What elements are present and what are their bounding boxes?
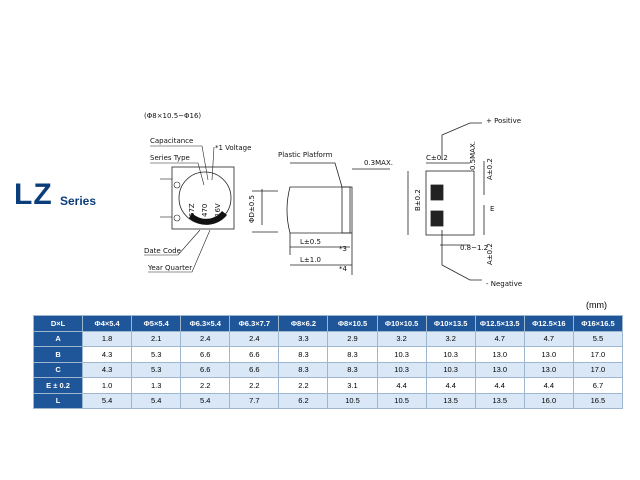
table-row <box>34 347 623 363</box>
column-header: Φ16×16.5 <box>573 316 622 332</box>
row-header: C <box>34 362 83 378</box>
table-header-row <box>34 316 623 332</box>
table-cell: 1.0 <box>83 378 132 394</box>
table-cell: 5.5 <box>573 331 622 347</box>
date-code-label: Date Code <box>144 247 181 255</box>
table-cell: 5.3 <box>132 362 181 378</box>
table-cell: 13.0 <box>524 362 573 378</box>
table-cell: 13.0 <box>475 362 524 378</box>
note-3: *3 <box>339 245 347 253</box>
table-cell: 10.5 <box>328 393 377 409</box>
table-cell: 6.6 <box>230 362 279 378</box>
dim-05max: 0.5MAX. <box>469 141 477 170</box>
length-dim-10: L±1.0 <box>300 256 321 264</box>
row-header: L <box>34 393 83 409</box>
table-cell: 4.4 <box>524 378 573 394</box>
table-cell: 1.3 <box>132 378 181 394</box>
table-cell: 13.5 <box>475 393 524 409</box>
row-header: E ± 0.2 <box>34 378 83 394</box>
year-quarter-label: Year Quarter <box>148 264 193 272</box>
table-cell: 10.3 <box>377 362 426 378</box>
table-cell: 2.2 <box>181 378 230 394</box>
table-cell: 6.6 <box>181 347 230 363</box>
column-header: Φ10×13.5 <box>426 316 475 332</box>
table-cell: 8.3 <box>328 362 377 378</box>
row-header: A <box>34 331 83 347</box>
table-cell: 3.2 <box>377 331 426 347</box>
dim-e: E <box>490 205 495 213</box>
table-cell: 5.4 <box>83 393 132 409</box>
column-header: Φ10×10.5 <box>377 316 426 332</box>
side-view <box>252 163 390 275</box>
series-type-label: Series Type <box>150 154 190 162</box>
table-cell: 17.0 <box>573 347 622 363</box>
table-cell: 4.3 <box>83 362 132 378</box>
length-dim-05: L±0.5 <box>300 238 321 246</box>
table-cell: 5.3 <box>132 347 181 363</box>
table-cell: 10.3 <box>426 362 475 378</box>
table-cell: 5.4 <box>181 393 230 409</box>
table-cell: 2.1 <box>132 331 181 347</box>
column-header: Φ8×10.5 <box>328 316 377 332</box>
unit-label: (mm) <box>586 300 607 310</box>
dim-c: C±0.2 <box>426 154 448 162</box>
table-cell: 16.5 <box>573 393 622 409</box>
column-header: Φ8×6.2 <box>279 316 328 332</box>
platform-dim: 0.3MAX. <box>364 159 393 167</box>
table-row <box>34 331 623 347</box>
table-cell: 2.4 <box>181 331 230 347</box>
table-row <box>34 378 623 394</box>
positive-label: + Positive <box>486 117 522 125</box>
note-4: *4 <box>339 265 347 273</box>
size-range-label: (Φ8×10.5~Φ16) <box>144 112 202 120</box>
table-cell: 6.2 <box>279 393 328 409</box>
table-cell: 17.0 <box>573 362 622 378</box>
table-cell: 6.7 <box>573 378 622 394</box>
diameter-dim: ΦD±0.5 <box>248 195 256 223</box>
table-cell: 13.5 <box>426 393 475 409</box>
table-cell: 2.4 <box>230 331 279 347</box>
table-cell: 2.2 <box>279 378 328 394</box>
dim-a-bottom: A±0.2 <box>486 243 494 265</box>
table-cell: 4.4 <box>475 378 524 394</box>
table-cell: 6.6 <box>181 362 230 378</box>
column-header: Φ6.3×5.4 <box>181 316 230 332</box>
dim-a-top: A±0.2 <box>486 158 494 180</box>
table-cell: 10.3 <box>377 347 426 363</box>
table-cell: 4.7 <box>524 331 573 347</box>
table-cell: 4.3 <box>83 347 132 363</box>
table-cell: 1.8 <box>83 331 132 347</box>
table-cell: 5.4 <box>132 393 181 409</box>
dim-b: B±0.2 <box>414 189 422 211</box>
table-cell: 16.0 <box>524 393 573 409</box>
table-cell: 3.1 <box>328 378 377 394</box>
marking-capacitance: 470 <box>201 203 209 217</box>
table-cell: 6.6 <box>230 347 279 363</box>
column-header: Φ12.5×16 <box>524 316 573 332</box>
table-row <box>34 393 623 409</box>
row-header: B <box>34 347 83 363</box>
negative-label: - Negative <box>486 280 523 288</box>
table-cell: 4.4 <box>426 378 475 394</box>
table-cell: 4.7 <box>475 331 524 347</box>
column-header: Φ12.5×13.5 <box>475 316 524 332</box>
capacitance-label: Capacitance <box>150 137 194 145</box>
marking-voltage: 16V <box>214 203 222 217</box>
dimension-drawing <box>130 105 523 300</box>
table-cell: 13.0 <box>524 347 573 363</box>
table-cell: 13.0 <box>475 347 524 363</box>
table-header-label: D×L <box>34 316 83 332</box>
table-cell: 8.3 <box>279 362 328 378</box>
table-cell: 3.3 <box>279 331 328 347</box>
table-cell: 2.9 <box>328 331 377 347</box>
table-cell: 10.3 <box>426 347 475 363</box>
dim-08-12: 0.8~1.2 <box>460 244 489 252</box>
table-cell: 10.5 <box>377 393 426 409</box>
table-cell: 4.4 <box>377 378 426 394</box>
column-header: Φ4×5.4 <box>83 316 132 332</box>
marking-code: 67Z <box>188 203 196 217</box>
table-cell: 8.3 <box>279 347 328 363</box>
table-cell: 3.2 <box>426 331 475 347</box>
column-header: Φ6.3×7.7 <box>230 316 279 332</box>
series-subtitle: Series <box>60 194 97 208</box>
table-row <box>34 362 623 378</box>
table-cell: 8.3 <box>328 347 377 363</box>
table-cell: 7.7 <box>230 393 279 409</box>
top-view <box>160 167 234 229</box>
table-cell: 2.2 <box>230 378 279 394</box>
voltage-label: *1 Voltage <box>215 144 252 152</box>
series-title: LZ <box>14 178 53 211</box>
column-header: Φ5×5.4 <box>132 316 181 332</box>
plastic-platform-label: Plastic Platform <box>278 151 333 159</box>
dimension-table <box>33 315 623 409</box>
